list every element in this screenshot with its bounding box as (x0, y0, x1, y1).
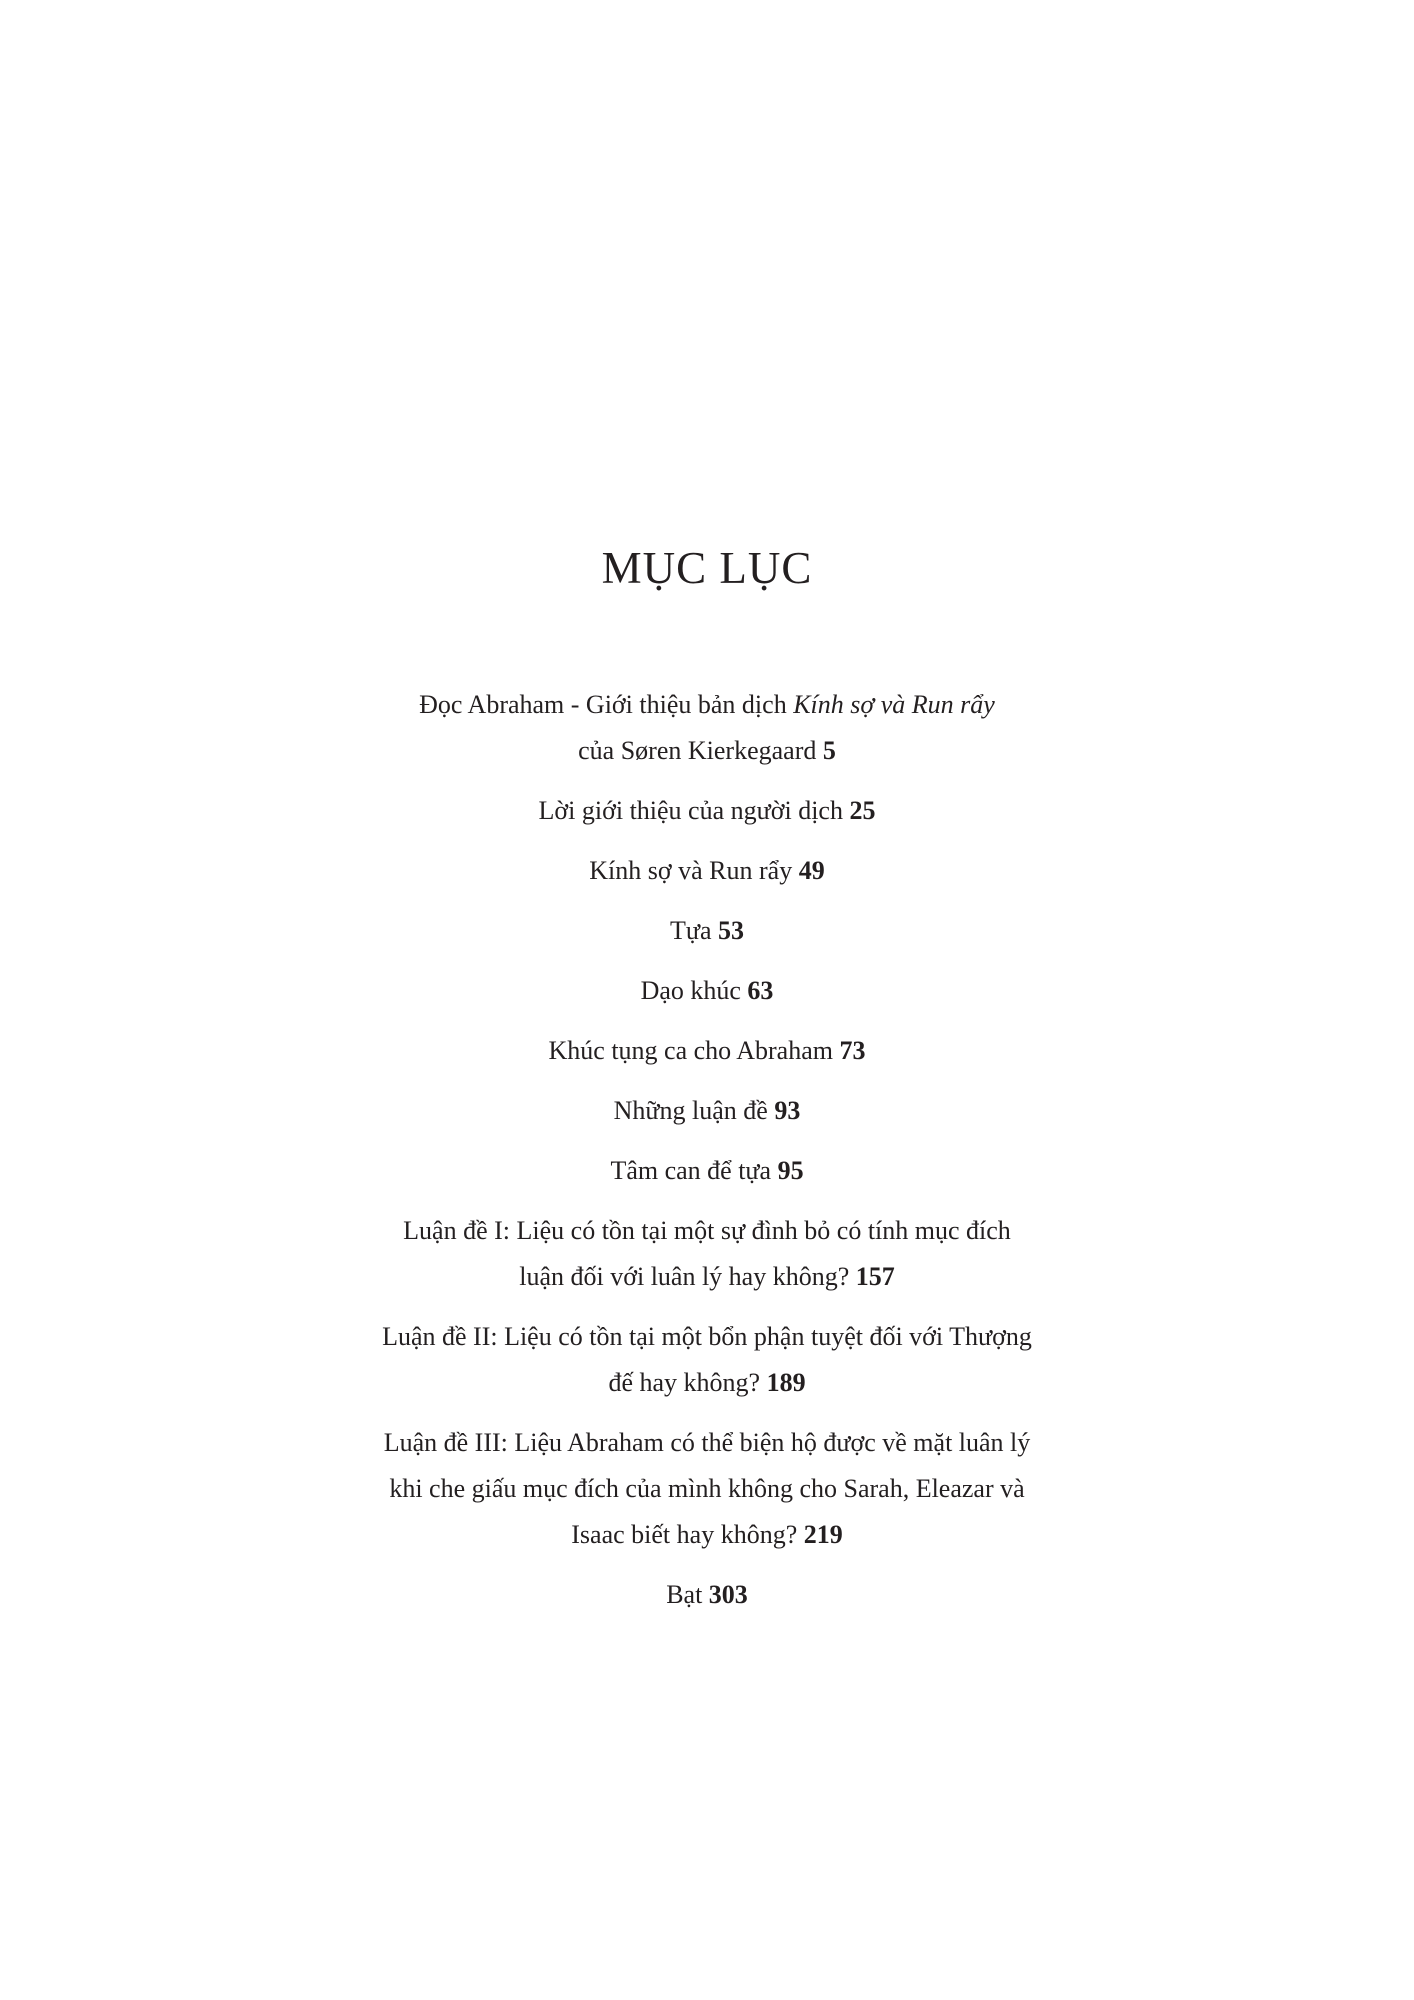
toc-text: Kính sợ và Run rẩy (589, 856, 799, 885)
toc-page-number: 63 (747, 976, 774, 1005)
toc-entry (357, 1148, 1057, 1194)
toc-line (357, 1254, 1057, 1300)
toc-text: Dạo khúc (640, 976, 748, 1005)
toc-line (357, 848, 1057, 894)
toc-text: của Søren Kierkegaard (578, 736, 823, 765)
toc-line (357, 788, 1057, 834)
toc-line (357, 1148, 1057, 1194)
toc-text: Lời giới thiệu của người dịch (538, 796, 850, 825)
toc-text: luận đối với luân lý hay không? (519, 1262, 856, 1291)
toc-line (357, 1512, 1057, 1558)
toc-text: đế hay không? (608, 1368, 767, 1397)
toc-text: khi che giấu mục đích của mình không cho Sarah, Eleazar và (389, 1474, 1025, 1503)
toc-entry (357, 1028, 1057, 1074)
toc-page-number: 73 (839, 1036, 866, 1065)
toc-text: Những luận đề (613, 1096, 775, 1125)
toc-text: Luận đề I: Liệu có tồn tại một sự đình bỏ có tính mục đích (403, 1216, 1011, 1245)
toc-page-number: 95 (777, 1156, 804, 1185)
toc-page-number: 157 (855, 1262, 895, 1291)
toc-page-number: 25 (849, 796, 876, 825)
toc-text: Đọc Abraham - Giới thiệu bản dịch (419, 690, 794, 719)
toc-text: Luận đề II: Liệu có tồn tại một bổn phận tuyệt đối với Thượng (382, 1322, 1032, 1351)
toc-page-number: 93 (774, 1096, 801, 1125)
toc-entry (357, 1572, 1057, 1618)
toc-entry (357, 682, 1057, 774)
toc-text: Khúc tụng ca cho Abraham (548, 1036, 840, 1065)
toc-entry (357, 1314, 1057, 1406)
toc-page-number: 49 (798, 856, 825, 885)
toc-line (357, 1208, 1057, 1254)
toc-page-number: 5 (822, 736, 836, 765)
toc-line (357, 908, 1057, 954)
toc-line (357, 1028, 1057, 1074)
toc-line (357, 1466, 1057, 1512)
toc-entry (357, 1088, 1057, 1134)
toc-line (357, 968, 1057, 1014)
toc-line (357, 1088, 1057, 1134)
toc-text: Tâm can để tựa (610, 1156, 778, 1185)
toc-page-number: 303 (708, 1580, 748, 1609)
toc-italic-title: Kính sợ và Run rẩy (793, 690, 995, 719)
toc-entry (357, 788, 1057, 834)
toc-text: Bạt (666, 1580, 709, 1609)
toc-entry (357, 968, 1057, 1014)
toc-entry (357, 848, 1057, 894)
toc-page-number: 53 (718, 916, 744, 945)
toc-page-number: 219 (803, 1520, 843, 1549)
toc-line (357, 728, 1057, 774)
toc-page-number: 189 (766, 1368, 806, 1397)
toc-line (357, 1314, 1057, 1360)
toc-text: Isaac biết hay không? (571, 1520, 804, 1549)
page-title: MỤC LỤC (601, 543, 813, 593)
toc-line (357, 1572, 1057, 1618)
toc-entry (357, 1208, 1057, 1300)
table-of-contents (357, 682, 1057, 1632)
toc-entry (357, 908, 1057, 954)
toc-text: Luận đề III: Liệu Abraham có thể biện hộ được về mặt luân lý (383, 1428, 1031, 1457)
toc-line (357, 682, 1057, 728)
toc-entry (357, 1420, 1057, 1558)
toc-text: Tựa (669, 916, 718, 945)
toc-line (357, 1360, 1057, 1406)
toc-line (357, 1420, 1057, 1466)
